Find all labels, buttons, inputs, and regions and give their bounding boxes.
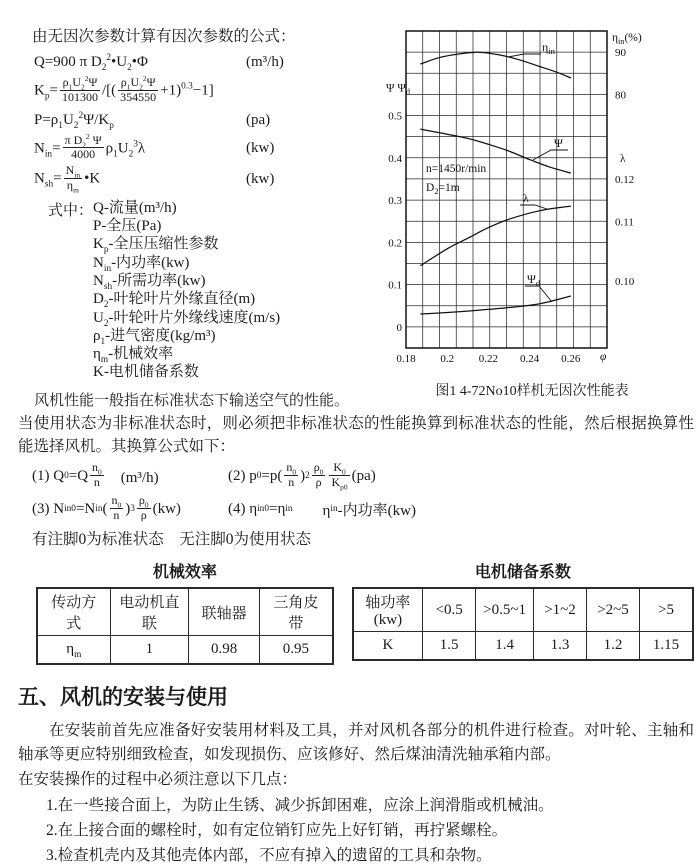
svg-text:0.26: 0.26: [561, 353, 581, 365]
svg-text:λ: λ: [620, 152, 626, 165]
motor-header: 轴功率(kw): [353, 588, 423, 632]
motor-table: [352, 587, 694, 661]
mech-table-title: 机械效率: [152, 564, 217, 582]
install-points: [46, 793, 694, 868]
motor-table-title: 电机储备系数: [474, 564, 571, 582]
svg-text:0: 0: [396, 321, 402, 334]
mech-cell: 0.95: [260, 636, 333, 665]
motor-header: >1~2: [534, 588, 587, 632]
mech-header: 三角皮带: [260, 588, 333, 636]
symbol-legend-label: 式中：: [48, 202, 94, 219]
series-1: [420, 52, 570, 78]
motor-cell: 1.2: [587, 632, 640, 661]
performance-chart: [386, 26, 668, 372]
formula-column: [18, 22, 386, 410]
legend-item: Q-流量(m³/h): [93, 199, 177, 216]
legend-item: $D_2-$叶轮叶片外缘直径(m): [93, 291, 256, 311]
legend-item: $\eta_m-$机械效率: [93, 346, 174, 366]
motor-reserve-block: [352, 559, 694, 665]
motor-cell: K: [353, 632, 423, 661]
svg-text:n=1450r/min: n=1450r/min: [426, 163, 487, 175]
svg-text:Ψ Ψd: Ψ $\Psi_d$: [386, 82, 410, 97]
mech-table: [36, 587, 334, 665]
svg-text:90: 90: [615, 47, 626, 60]
svg-text:0.2: 0.2: [388, 237, 402, 250]
mech-cell: 0.98: [189, 636, 260, 665]
formula-unit: (kw): [246, 140, 275, 157]
svg-text:0.18: 0.18: [396, 353, 416, 365]
legend-item: $N_{in}-$内功率(kw): [93, 254, 190, 274]
motor-cell: 1.15: [640, 632, 694, 661]
figure-column: [386, 22, 694, 400]
series-3: [420, 206, 570, 266]
svg-text:0.2: 0.2: [440, 353, 455, 365]
table-row: [37, 588, 333, 636]
svg-text:0.5: 0.5: [388, 110, 402, 123]
series-4: [420, 296, 570, 314]
legend-item: P-全压(Pa): [93, 218, 162, 235]
install-point: 2.在上接合面的螺栓时，如有定位销钉应先上好钉销，再拧紧螺栓。: [46, 822, 508, 840]
svg-text:0.22: 0.22: [478, 353, 499, 365]
mech-header: 联轴器: [189, 588, 260, 636]
legend-item: K-电机储备系数: [93, 364, 199, 381]
conversion-formula-3: (3) N in0 =N in ( $\frac{n_0}{n}$ ) 3 $\frac{\rho_0}{\rho}$ (kw): [32, 492, 181, 522]
motor-cell: 1.5: [423, 632, 476, 661]
install-point: 1.在一些接合面上，为防止生锈、减少拆卸困难，应涂上润滑脂或机械油。: [46, 797, 554, 814]
conversion-formula-4: (4) η in0 =η in η in -内功率(kw): [228, 500, 416, 519]
top-row: [18, 22, 694, 410]
table-row: [37, 636, 333, 665]
symbol-legend: [48, 199, 386, 382]
motor-header: >0.5~1: [476, 588, 534, 632]
formula-unit: (kw): [246, 170, 275, 187]
subscript-footnote: 有注脚0为标准状态 无注脚0为使用状态: [32, 531, 312, 549]
svg-text:0.4: 0.4: [388, 152, 402, 165]
svg-text:0.11: 0.11: [615, 216, 634, 229]
install-notes-intro: 在安装操作的过程中必须注意以下几点：: [18, 770, 298, 788]
formula-unit: (pa): [246, 111, 271, 128]
mech-cell: $\eta_m$: [37, 636, 110, 665]
mech-header: 电动机直联: [110, 588, 189, 636]
svg-text:0.24: 0.24: [519, 353, 540, 365]
svg-text:0.3: 0.3: [388, 195, 402, 208]
motor-cell: 1.4: [476, 632, 534, 661]
svg-text:0.10: 0.10: [615, 276, 635, 288]
legend-item: $N_{sh}-$所需功率(kw): [93, 272, 206, 292]
install-point: 3.检查机壳内及其他壳体内部，不应有掉入的遗留的工具和杂物。: [46, 847, 492, 865]
legend-item: $\rho_1-$进气密度(kg/m³): [93, 327, 216, 347]
svg-text:0.1: 0.1: [388, 279, 402, 292]
legend-item: $U_2-$叶轮叶片外缘线速度(m/s): [93, 309, 281, 329]
formula-pressure: $P=\rho_1U_2^2\Psi/K_p$ (pa): [34, 110, 271, 131]
motor-header: >5: [640, 588, 694, 632]
conversion-paragraph: 当使用状态为非标准状态时，则必须把非标准状态的性能换算到标准状态的性能，然后根据换算性能选择风机。其换算公式如下：: [18, 414, 694, 455]
section-title: 五、风机的安装与使用: [18, 686, 228, 710]
motor-header: <0.5: [423, 588, 476, 632]
formula-flow: Q=900 π $D_2^2•U_2•\Phi$ (m³/h): [34, 53, 284, 73]
install-paragraph: 在安装前首先应准备好安装用材料及工具，并对风机各部分的机件进行检查。对叶轮、主轴和轴承等更应特别细致检查，如发现损伤、应该修好、然后煤油清洗轴承箱内部。: [18, 722, 694, 763]
mech-header: 传动方式: [37, 588, 110, 636]
formula-intro: 由无因次参数计算有因次参数的公式：: [32, 28, 296, 45]
svg-text:ηin(%): $\eta_{in}(\%)$: [612, 32, 642, 46]
svg-text:0.12: 0.12: [615, 174, 635, 186]
mechanical-efficiency-block: [36, 559, 334, 665]
conversion-row-1: [32, 461, 694, 491]
mech-cell: 1: [110, 636, 189, 665]
svg-text:ηin: $\eta_{in}$: [542, 40, 555, 56]
formula-unit: (m³/h): [246, 54, 284, 70]
motor-header: >2~5: [587, 588, 640, 632]
standard-state-sentence: 风机性能一般指在标准状态下输送空气的性能。: [34, 392, 350, 409]
conversion-formula-1: (1) Q 0 =Q $\frac{n_0}{n}$ (m³/h): [32, 459, 159, 489]
conversion-formula-2: (2) p 0 =p( $\frac{n_0}{n}$ ) 2 $\frac{\rho_0}{\rho}$ $\frac{K_0}{K_{p0}}$ (pa): [228, 459, 376, 492]
svg-text:φ: φ: [600, 351, 607, 363]
motor-cell: 1.3: [534, 632, 587, 661]
table-row: [353, 588, 693, 632]
svg-text:Ψd: $\Psi_d$: [527, 272, 541, 288]
figure-caption: 图1 4-72No10样机无因次性能表: [435, 384, 629, 399]
formula-shaft-power: $N_{sh}=$ $\frac{N_{in}}{\eta_m}$ •K (kw): [34, 163, 275, 195]
conversion-row-2: [32, 494, 694, 524]
formula-internal-power: $N_{in}=$ $\frac{\pi D_2^2 \Psi}{4000}$ $\rho_1U_2^3\lambda$ (kw): [34, 131, 275, 162]
symbol-legend-items: [93, 199, 280, 382]
svg-text:Ψ: Ψ: [554, 136, 563, 150]
svg-text:80: 80: [615, 89, 626, 102]
svg-text:D2=1m: $D_2=1m$: [426, 182, 460, 196]
legend-item: $K_p-$全压压缩性参数: [93, 236, 219, 256]
tables-row: [36, 559, 694, 665]
formula-kp: $K_p=$ $\frac{\rho_1U_2^2\Psi}{101300}$ /[( $\frac{\rho_1U_2^2\Psi}{354550}$ +1)$^{0.3}$−1]: [34, 74, 214, 104]
table-row: [353, 632, 693, 661]
svg-text:λ: λ: [523, 191, 529, 205]
